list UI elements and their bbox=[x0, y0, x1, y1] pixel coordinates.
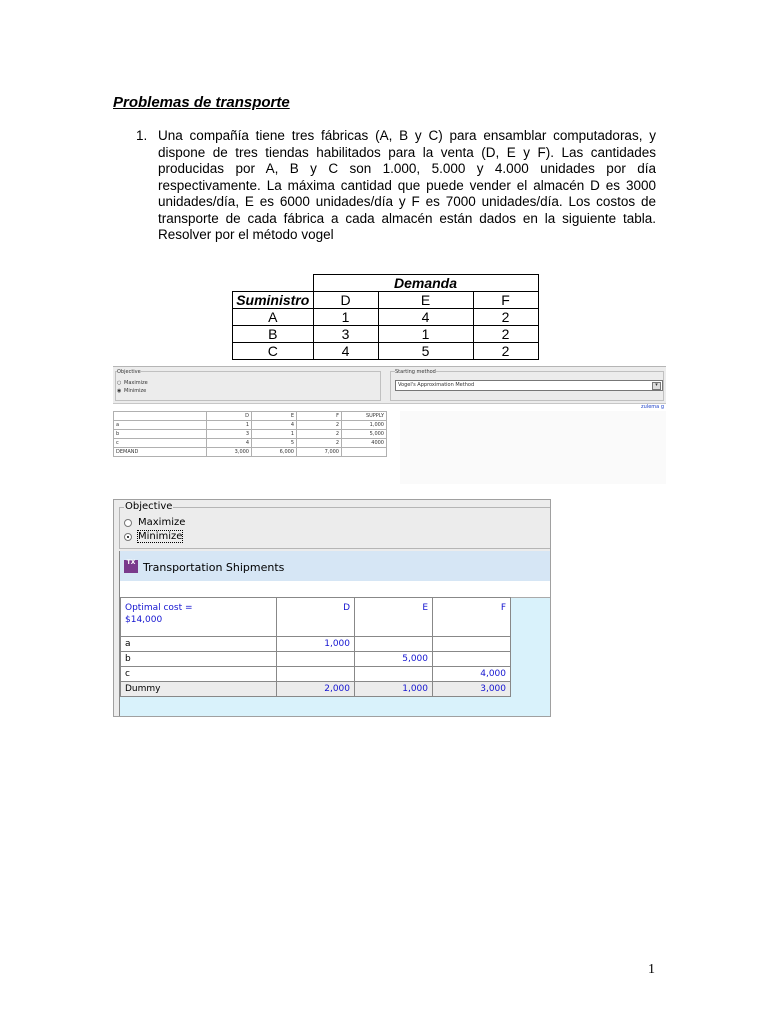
minimize-radio[interactable] bbox=[124, 533, 132, 541]
grid-row-label: c bbox=[114, 439, 207, 448]
cost-cell: 1 bbox=[313, 309, 378, 326]
shipment-cell bbox=[433, 652, 511, 667]
empty-area bbox=[400, 411, 666, 484]
minimize-label: Minimize bbox=[124, 388, 147, 394]
optimal-cost-cell bbox=[121, 598, 277, 637]
cost-cell: 5 bbox=[378, 343, 473, 360]
problem-statement bbox=[136, 128, 656, 244]
grid-cell[interactable]: 1,000 bbox=[342, 421, 387, 430]
cost-table bbox=[232, 274, 539, 360]
grid-col-header: SUPPLY bbox=[342, 412, 387, 421]
col-header: E bbox=[378, 292, 473, 309]
starting-method-select[interactable] bbox=[395, 380, 663, 391]
credit-text: zulema g bbox=[641, 404, 664, 410]
shipment-cell: 3,000 bbox=[433, 682, 511, 697]
demand-header: Demanda bbox=[313, 275, 538, 292]
cost-cell: 4 bbox=[378, 309, 473, 326]
shipment-cell: 5,000 bbox=[355, 652, 433, 667]
grid-cell[interactable]: 3,000 bbox=[207, 448, 252, 457]
minimize-radio[interactable]: ◉ bbox=[117, 388, 122, 394]
row-label: A bbox=[233, 309, 314, 326]
grid-cell[interactable]: 7,000 bbox=[297, 448, 342, 457]
shipments-table bbox=[120, 597, 511, 697]
shipment-cell bbox=[433, 637, 511, 652]
shipment-cell: 1,000 bbox=[355, 682, 433, 697]
col-header: F bbox=[473, 292, 538, 309]
grid-cell[interactable]: 1 bbox=[207, 421, 252, 430]
grid-col-header: E bbox=[252, 412, 297, 421]
grid-cell[interactable]: 2 bbox=[297, 430, 342, 439]
grid-row-label: b bbox=[114, 430, 207, 439]
cost-table-corner bbox=[233, 275, 314, 292]
maximize-label: Maximize bbox=[138, 517, 186, 528]
maximize-radio[interactable]: ○ bbox=[117, 380, 122, 386]
input-grid bbox=[113, 411, 387, 457]
cost-cell: 2 bbox=[473, 326, 538, 343]
shipment-cell bbox=[355, 637, 433, 652]
shipment-cell: 2,000 bbox=[277, 682, 355, 697]
grid-row-label: DEMAND bbox=[114, 448, 207, 457]
objective-label: Objective bbox=[117, 369, 141, 375]
shipments-window bbox=[119, 551, 551, 717]
chevron-down-icon[interactable]: ▾ bbox=[652, 382, 661, 390]
grid-col-header: D bbox=[207, 412, 252, 421]
row-label: c bbox=[121, 667, 277, 682]
grid-cell[interactable]: 2 bbox=[297, 421, 342, 430]
grid-cell[interactable]: 4000 bbox=[342, 439, 387, 448]
qm-input-screenshot bbox=[113, 366, 666, 484]
grid-corner bbox=[114, 412, 207, 421]
grid-cell[interactable]: 5,000 bbox=[342, 430, 387, 439]
row-label: Dummy bbox=[121, 682, 277, 697]
shipment-cell: 4,000 bbox=[433, 667, 511, 682]
starting-method-label: Starting method bbox=[395, 369, 436, 375]
row-label: B bbox=[233, 326, 314, 343]
supply-header: Suministro bbox=[233, 292, 314, 309]
grid-cell[interactable]: 1 bbox=[252, 430, 297, 439]
row-label: b bbox=[121, 652, 277, 667]
cost-cell: 1 bbox=[378, 326, 473, 343]
row-label: a bbox=[121, 637, 277, 652]
window-title: Transportation Shipments bbox=[143, 561, 285, 574]
page-number: 1 bbox=[648, 962, 655, 977]
options-panel bbox=[113, 366, 666, 404]
shipment-cell bbox=[355, 667, 433, 682]
window-titlebar bbox=[120, 551, 551, 581]
results-area bbox=[120, 581, 551, 717]
page-heading: Problemas de transporte bbox=[113, 94, 290, 111]
grid-cell[interactable]: 5 bbox=[252, 439, 297, 448]
grid-cell[interactable]: 2 bbox=[297, 439, 342, 448]
grid-col-header: F bbox=[297, 412, 342, 421]
cost-cell: 3 bbox=[313, 326, 378, 343]
grid-row-label: a bbox=[114, 421, 207, 430]
maximize-label: Maximize bbox=[124, 380, 148, 386]
grid-cell[interactable] bbox=[342, 448, 387, 457]
maximize-radio[interactable] bbox=[124, 519, 132, 527]
cost-cell: 4 bbox=[313, 343, 378, 360]
shipment-cell bbox=[277, 667, 355, 682]
col-header: D bbox=[277, 598, 355, 637]
objective-label: Objective bbox=[125, 501, 173, 512]
cost-cell: 2 bbox=[473, 309, 538, 326]
grid-cell[interactable]: 4 bbox=[207, 439, 252, 448]
starting-method-value: Vogel's Approximation Method bbox=[398, 382, 475, 388]
optimal-cost-value: $14,000 bbox=[125, 615, 163, 625]
app-icon: TX bbox=[124, 560, 138, 573]
cost-cell: 2 bbox=[473, 343, 538, 360]
grid-cell[interactable]: 6,000 bbox=[252, 448, 297, 457]
col-header: D bbox=[313, 292, 378, 309]
col-header: F bbox=[433, 598, 511, 637]
objective-group bbox=[115, 371, 381, 401]
objective-group bbox=[119, 507, 551, 549]
optimal-cost-label: Optimal cost = bbox=[125, 603, 193, 613]
col-header: E bbox=[355, 598, 433, 637]
problem-number: 1. bbox=[136, 128, 148, 143]
shipment-cell bbox=[277, 652, 355, 667]
results-toolbar bbox=[120, 581, 551, 598]
minimize-label: Minimize bbox=[138, 531, 183, 542]
grid-cell[interactable]: 4 bbox=[252, 421, 297, 430]
row-label: C bbox=[233, 343, 314, 360]
qm-output-screenshot bbox=[113, 499, 551, 717]
problem-text: Una compañía tiene tres fábricas (A, B y C) para ensamblar computadoras, y dispone de tres tiendas habilitados para la venta (D, E y F). Las cantidades producidas por A, B y C son 1.000, 5.000 y 4.000 unidades por día respectivamente. La máxima cantidad que puede vender el almacén D es 3000 unidades/día, E es 6000 unidades/día y F es 7000 unidades/día. Los costos de transporte de cada fábrica a cada almacén están dados en la siguiente tabla. Resolver por el método vogel bbox=[158, 128, 656, 242]
grid-cell[interactable]: 3 bbox=[207, 430, 252, 439]
shipment-cell: 1,000 bbox=[277, 637, 355, 652]
